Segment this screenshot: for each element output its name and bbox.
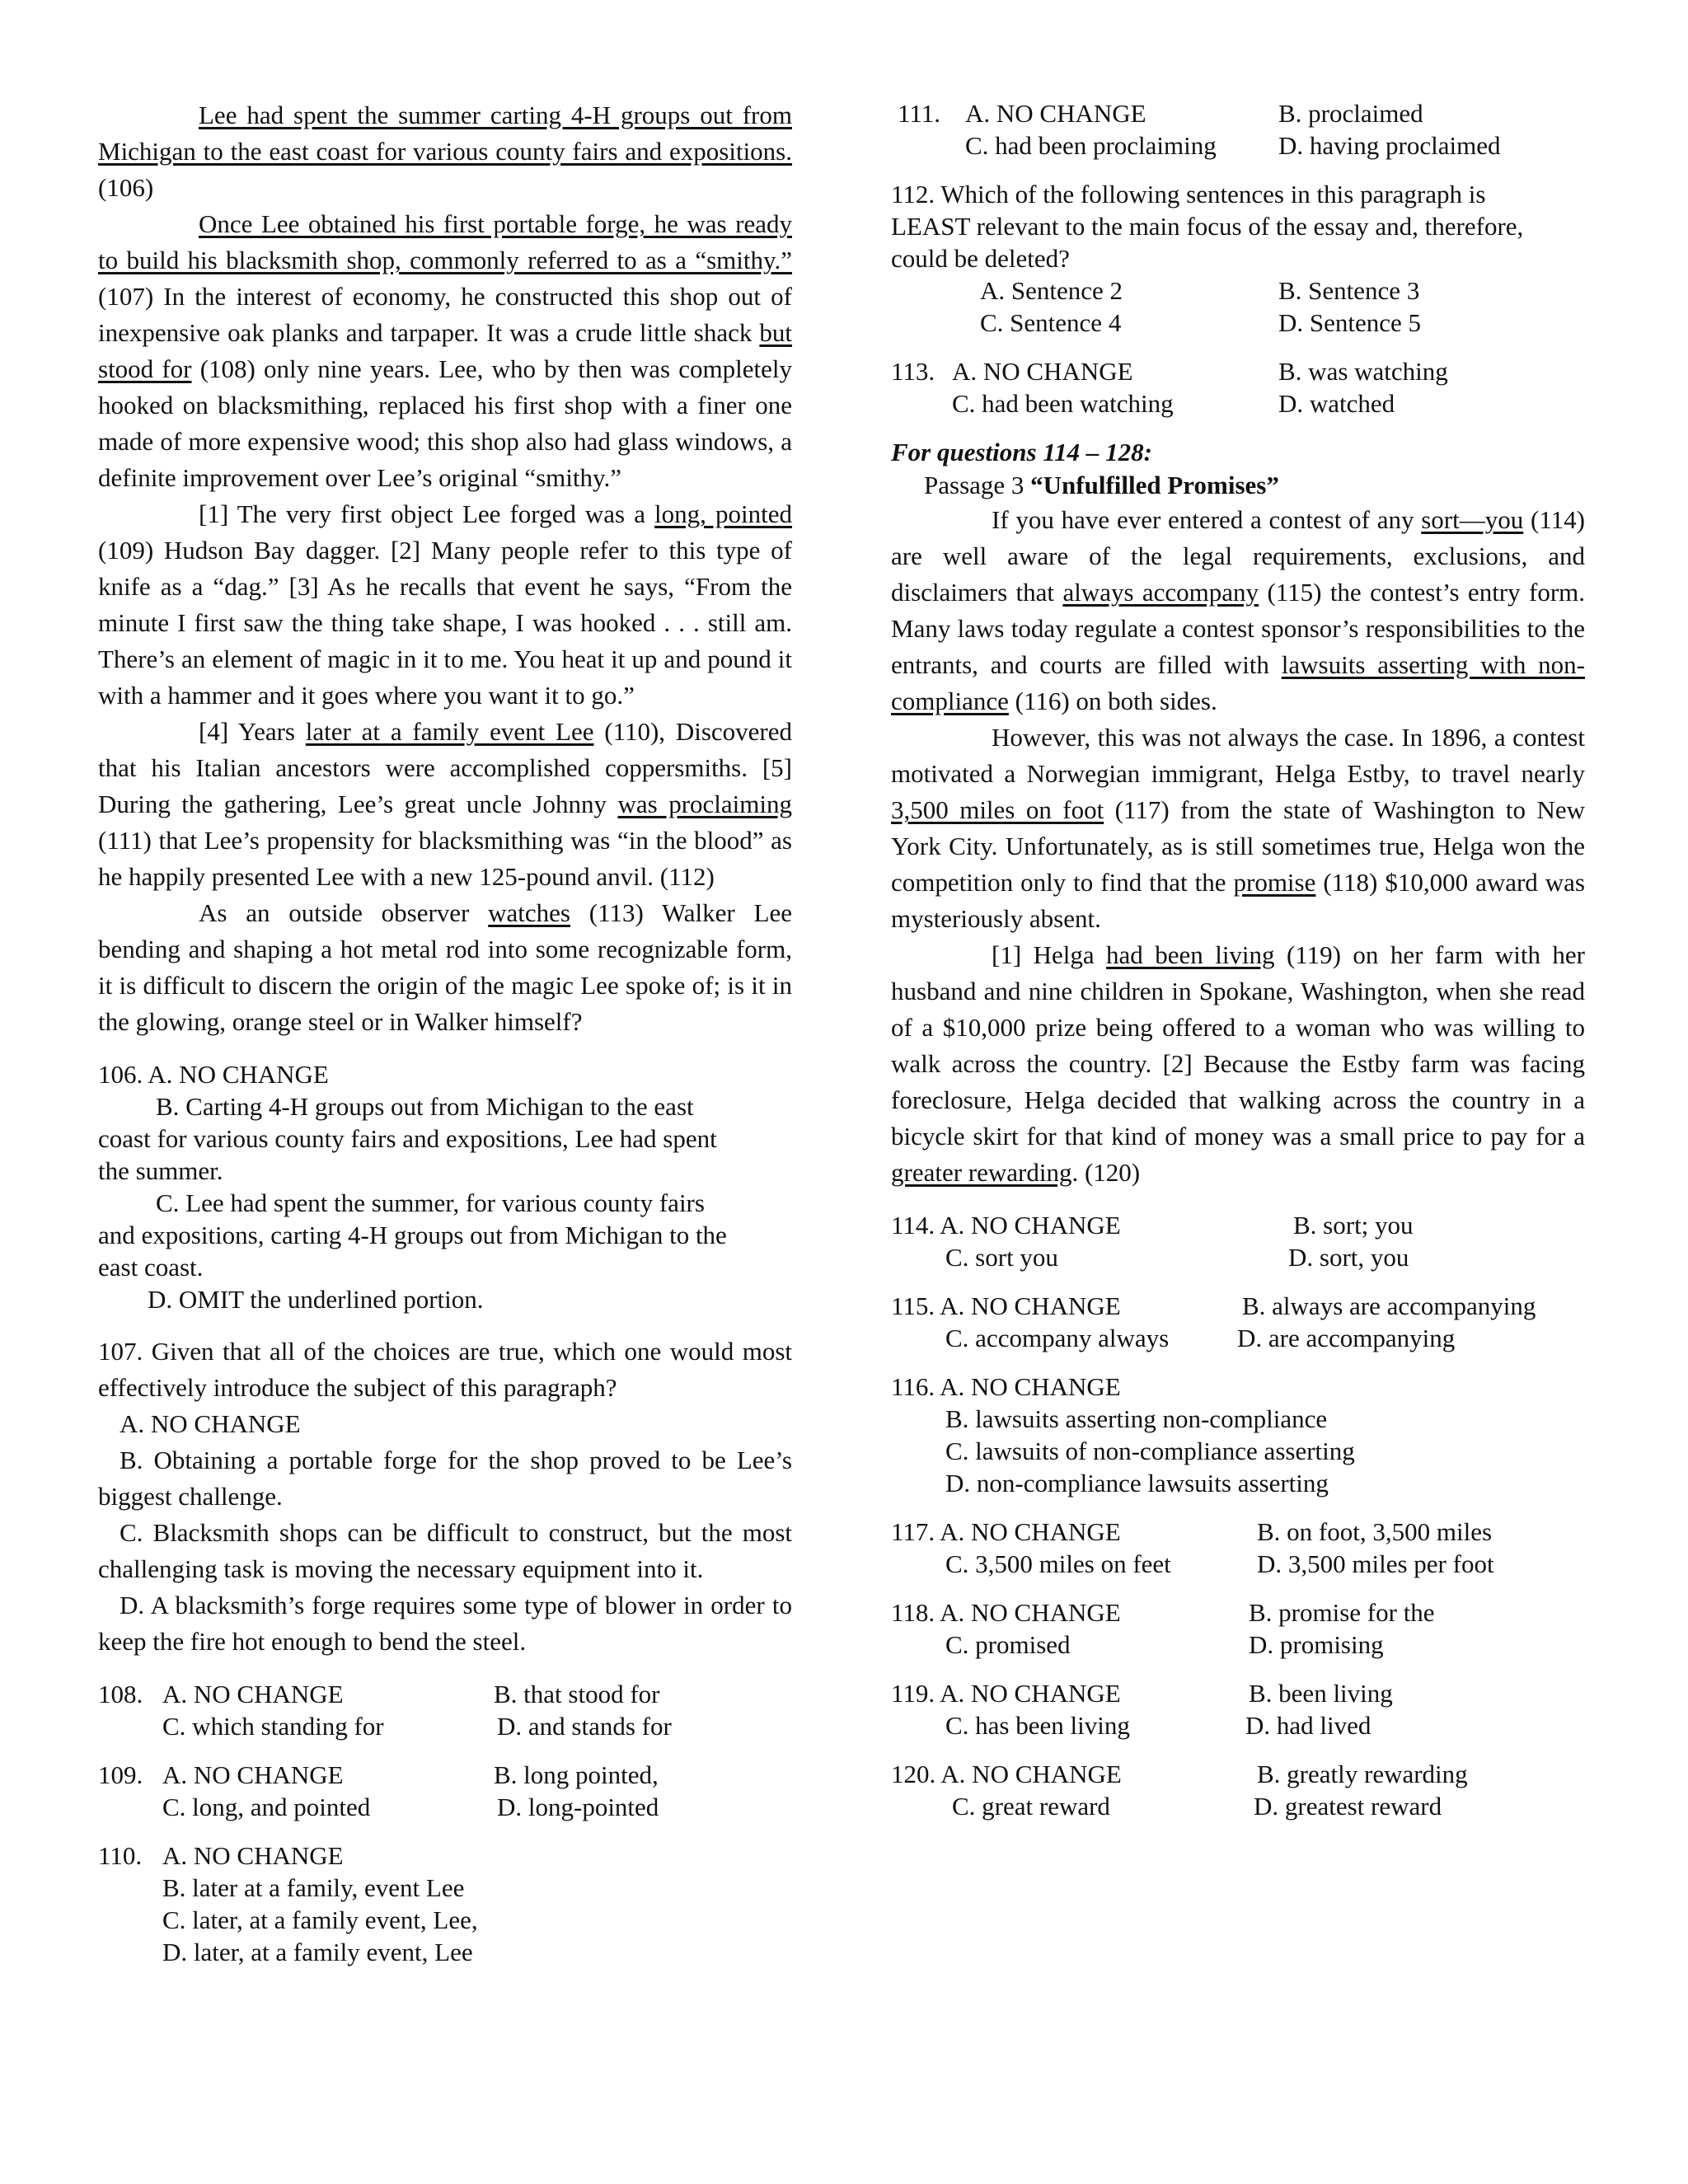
q113-option-c: C. had been watching	[952, 389, 1174, 418]
underlined-portion-109: long, pointed	[654, 499, 792, 528]
right-column	[891, 97, 1585, 1822]
q108-number: 108.	[98, 1680, 143, 1708]
q109-option-d: D. long-pointed	[497, 1793, 659, 1821]
q115-option-b: B. always are accompanying	[1242, 1291, 1536, 1320]
passage-paragraph-5: As an outside observer watches (113) Walker Lee bending and shaping a hot metal rod into some recognizable form, it is difficult to discern the origin of the magic Lee spoke of; is it in the glowing, orange steel or in Walker himself?	[98, 898, 792, 1036]
q106-option-c: C. Lee had spent the summer, for various county fairs	[156, 1188, 705, 1217]
q107-option-c: C. Blacksmith shops can be difficult to construct, but the most challenging task is moving the necessary equipment into it.	[98, 1518, 792, 1583]
q111-option-d: D. having proclaimed	[1278, 131, 1501, 160]
q118-option-b: B. promise for the	[1249, 1598, 1435, 1627]
question-118	[891, 1596, 1585, 1661]
passage-title: Passage 3 “Unfulfilled Promises”	[924, 471, 1279, 499]
passage3-paragraph-1: If you have ever entered a contest of any sort—you (114) are well aware of the legal requirements, exclusions, and disclaimers that always accompany (115) the contest’s entry form. Many laws today regulate a contest sponsor’s responsibilities to the entrants, and courts are filled with lawsuits asserting with non-compliance (116) on both sides.	[891, 505, 1586, 715]
q113-option-d: D. watched	[1278, 389, 1395, 418]
q108-option-b: B. that stood for	[494, 1680, 660, 1708]
q107-option-d: D. A blacksmith’s forge requires some type of blower in order to keep the fire hot enough to bend the steel.	[98, 1591, 792, 1656]
q111-option-a: A. NO CHANGE	[965, 99, 1146, 128]
question-117	[891, 1516, 1585, 1580]
q113-option-b: B. was watching	[1278, 357, 1448, 386]
q112-option-d: D. Sentence 5	[1278, 308, 1422, 337]
underlined-portion-115: always accompany	[1062, 578, 1259, 607]
underlined-portion-116: lawsuits asserting with non-compliance	[891, 650, 1585, 715]
left-column	[98, 97, 792, 1968]
q111-option-c: C. had been proclaiming	[965, 131, 1217, 160]
underlined-portion-106: Lee had spent the summer carting 4-H groups out from Michigan to the east coast for various county fairs and expositions.	[98, 101, 792, 166]
underlined-portion-107: Once Lee obtained his first portable forge, he was ready to build his blacksmith shop, commonly referred to as a “smithy.”	[98, 209, 792, 274]
underlined-portion-110: later at a family event Lee	[305, 717, 594, 746]
q114-option-c: C. sort you	[945, 1243, 1058, 1272]
q118-option-c: C. promised	[945, 1630, 1071, 1659]
underlined-portion-120: greater rewarding	[891, 1158, 1072, 1187]
underlined-portion-111: was proclaiming	[617, 790, 792, 818]
q116-option-c: C. lawsuits of non-compliance asserting	[945, 1436, 1355, 1465]
underlined-portion-119: had been living	[1106, 940, 1275, 969]
underlined-portion-108: but stood for	[98, 318, 792, 383]
q107-stem: 107. Given that all of the choices are true, which one would most effectively introduce the subject of this paragraph?	[98, 1337, 792, 1402]
question-119	[891, 1677, 1585, 1741]
q109-option-c: C. long, and pointed	[162, 1793, 371, 1821]
passage-paragraph-1: Lee had spent the summer carting 4-H groups out from Michigan to the east coast for various county fairs and expositions. (106)	[98, 101, 792, 202]
question-113	[891, 355, 1585, 419]
q116-option-d: D. non-compliance lawsuits asserting	[945, 1469, 1329, 1497]
underlined-portion-118: promise	[1233, 868, 1316, 897]
question-115	[891, 1290, 1585, 1354]
passage-paragraph-4: [4] Years later at a family event Lee (110), Discovered that his Italian ancestors were accomplished coppersmiths. [5] During the gathering, Lee’s great uncle Johnny was proclaiming (111) that Lee’s propensity for blacksmithing was “in the blood” as he happily presented Lee with a new 125-pound anvil. (112)	[98, 717, 792, 891]
q112-option-c: C. Sentence 4	[980, 308, 1122, 337]
q108-option-d: D. and stands for	[497, 1712, 672, 1741]
passage-paragraph-2: Once Lee obtained his first portable forge, he was ready to build his blacksmith shop, commonly referred to as a “smithy.” (107) In the interest of economy, he constructed this shop out of inexpensive oak planks and tarpaper. It was a crude little shack but stood for (108) only nine years. Lee, who by then was completely hooked on blacksmithing, replaced his first shop with a finer one made of more expensive wood; this shop also had glass windows, a definite improvement over Lee’s original “smithy.”	[98, 209, 792, 492]
q109-option-b: B. long pointed,	[494, 1760, 659, 1789]
q120-option-b: B. greatly rewarding	[1257, 1760, 1468, 1788]
q107-option-a: A. NO CHANGE	[120, 1409, 301, 1438]
passage3-paragraph-2: However, this was not always the case. In 1896, a contest motivated a Norwegian immigrant, Helga Estby, to travel nearly 3,500 miles on foot (117) from the state of Washington to New York City. Unfortunately, as is still sometimes true, Helga won the competition only to find that the promise (118) $10,000 award was mysteriously absent.	[891, 723, 1585, 933]
q110-number: 110.	[98, 1841, 143, 1870]
q119-option-c: C. has been living	[945, 1711, 1130, 1740]
question-110	[98, 1840, 792, 1968]
q112-option-a: A. Sentence 2	[980, 276, 1123, 305]
q112-option-b: B. Sentence 3	[1278, 276, 1420, 305]
q117-option-d: D. 3,500 miles per foot	[1257, 1549, 1494, 1578]
question-111	[891, 97, 1585, 162]
passage3-paragraph-3: [1] Helga had been living (119) on her farm with her husband and nine children in Spokane, Washington, when she read of a $10,000 prize being offered to a woman who was willing to walk across the country. [2] Because the Estby farm was facing foreclosure, Helga decided that walking across the country in a bicycle skirt for that kind of money was a small price to pay for a greater rewarding. (120)	[891, 940, 1585, 1187]
underlined-portion-117: 3,500 miles on foot	[891, 795, 1104, 824]
question-107	[98, 1333, 792, 1660]
q117-option-c: C. 3,500 miles on feet	[945, 1549, 1171, 1578]
q119-option-a: 119. A. NO CHANGE	[891, 1679, 1121, 1708]
q106-option-b: B. Carting 4-H groups out from Michigan to the east	[156, 1092, 694, 1121]
q114-option-d: D. sort, you	[1288, 1243, 1409, 1272]
question-109	[98, 1759, 792, 1823]
q106-option-a: 106. A. NO CHANGE	[98, 1060, 329, 1089]
question-108	[98, 1678, 792, 1742]
q114-option-b: B. sort; you	[1293, 1211, 1414, 1240]
q115-option-c: C. accompany always	[945, 1324, 1170, 1352]
q116-option-a: 116. A. NO CHANGE	[891, 1372, 1121, 1401]
section-header: For questions 114 – 128:	[891, 438, 1152, 466]
passage-paragraph-3: [1] The very first object Lee forged was a long, pointed (109) Hudson Bay dagger. [2] Many people refer to this type of knife as a “dag.” [3] As he recalls that event he says, “From the minute I first saw the thing take shape, I was hooked . . . still am. There’s an element of magic in it to me. You heat it up and pound it with a hammer and it goes where you want it to go.”	[98, 499, 792, 710]
underlined-portion-113: watches	[488, 898, 570, 927]
q116-option-b: B. lawsuits asserting non-compliance	[945, 1404, 1328, 1433]
q118-option-d: D. promising	[1249, 1630, 1384, 1659]
q120-option-c: C. great reward	[952, 1792, 1110, 1821]
q110-option-a: A. NO CHANGE	[162, 1841, 344, 1870]
q115-option-d: D. are accompanying	[1237, 1324, 1456, 1352]
q110-option-c: C. later, at a family event, Lee,	[162, 1905, 478, 1934]
q114-option-a: 114. A. NO CHANGE	[891, 1211, 1121, 1240]
q119-option-b: B. been living	[1249, 1679, 1393, 1708]
q118-option-a: 118. A. NO CHANGE	[891, 1598, 1121, 1627]
q117-option-a: 117. A. NO CHANGE	[891, 1517, 1121, 1546]
q110-option-b: B. later at a family, event Lee	[162, 1873, 465, 1902]
passage-title-text: “Unfulfilled Promises”	[1030, 471, 1279, 499]
q119-option-d: D. had lived	[1245, 1711, 1372, 1740]
q109-number: 109.	[98, 1760, 143, 1789]
q120-option-d: D. greatest reward	[1254, 1792, 1442, 1821]
question-106: 106. A. NO CHANGE B. Carting 4-H groups out from Michigan to the east coast for various county fairs and expositions, Lee had spent the summer. C. Lee had spent the summer, for various county fairs and expositions, carting 4-H groups out from Michigan to the east coast. D. OMIT the underlined portion.	[98, 1058, 792, 1315]
q112-stem: 112. Which of the following sentences in this paragraph is LEAST relevant to the main focus of the essay and, therefore, could be deleted?	[891, 180, 1524, 273]
question-112	[891, 178, 1585, 339]
q107-option-b: B. Obtaining a portable forge for the shop proved to be Lee’s biggest challenge.	[98, 1446, 792, 1511]
q108-option-a: A. NO CHANGE	[162, 1680, 344, 1708]
q111-number: 111.	[898, 99, 940, 128]
question-114	[891, 1209, 1585, 1273]
underlined-portion-114: sort—you	[1421, 505, 1524, 534]
q120-option-a: 120. A. NO CHANGE	[891, 1760, 1122, 1788]
q110-option-d: D. later, at a family event, Lee	[162, 1938, 473, 1966]
question-116	[891, 1371, 1585, 1499]
q111-option-b: B. proclaimed	[1278, 99, 1423, 128]
q113-number: 113.	[891, 357, 935, 386]
question-120	[891, 1758, 1585, 1822]
q115-option-a: 115. A. NO CHANGE	[891, 1291, 1121, 1320]
q117-option-b: B. on foot, 3,500 miles	[1257, 1517, 1493, 1546]
q113-option-a: A. NO CHANGE	[952, 357, 1133, 386]
q108-option-c: C. which standing for	[162, 1712, 384, 1741]
q109-option-a: A. NO CHANGE	[162, 1760, 344, 1789]
q106-option-d: D. OMIT the underlined portion.	[148, 1285, 484, 1314]
